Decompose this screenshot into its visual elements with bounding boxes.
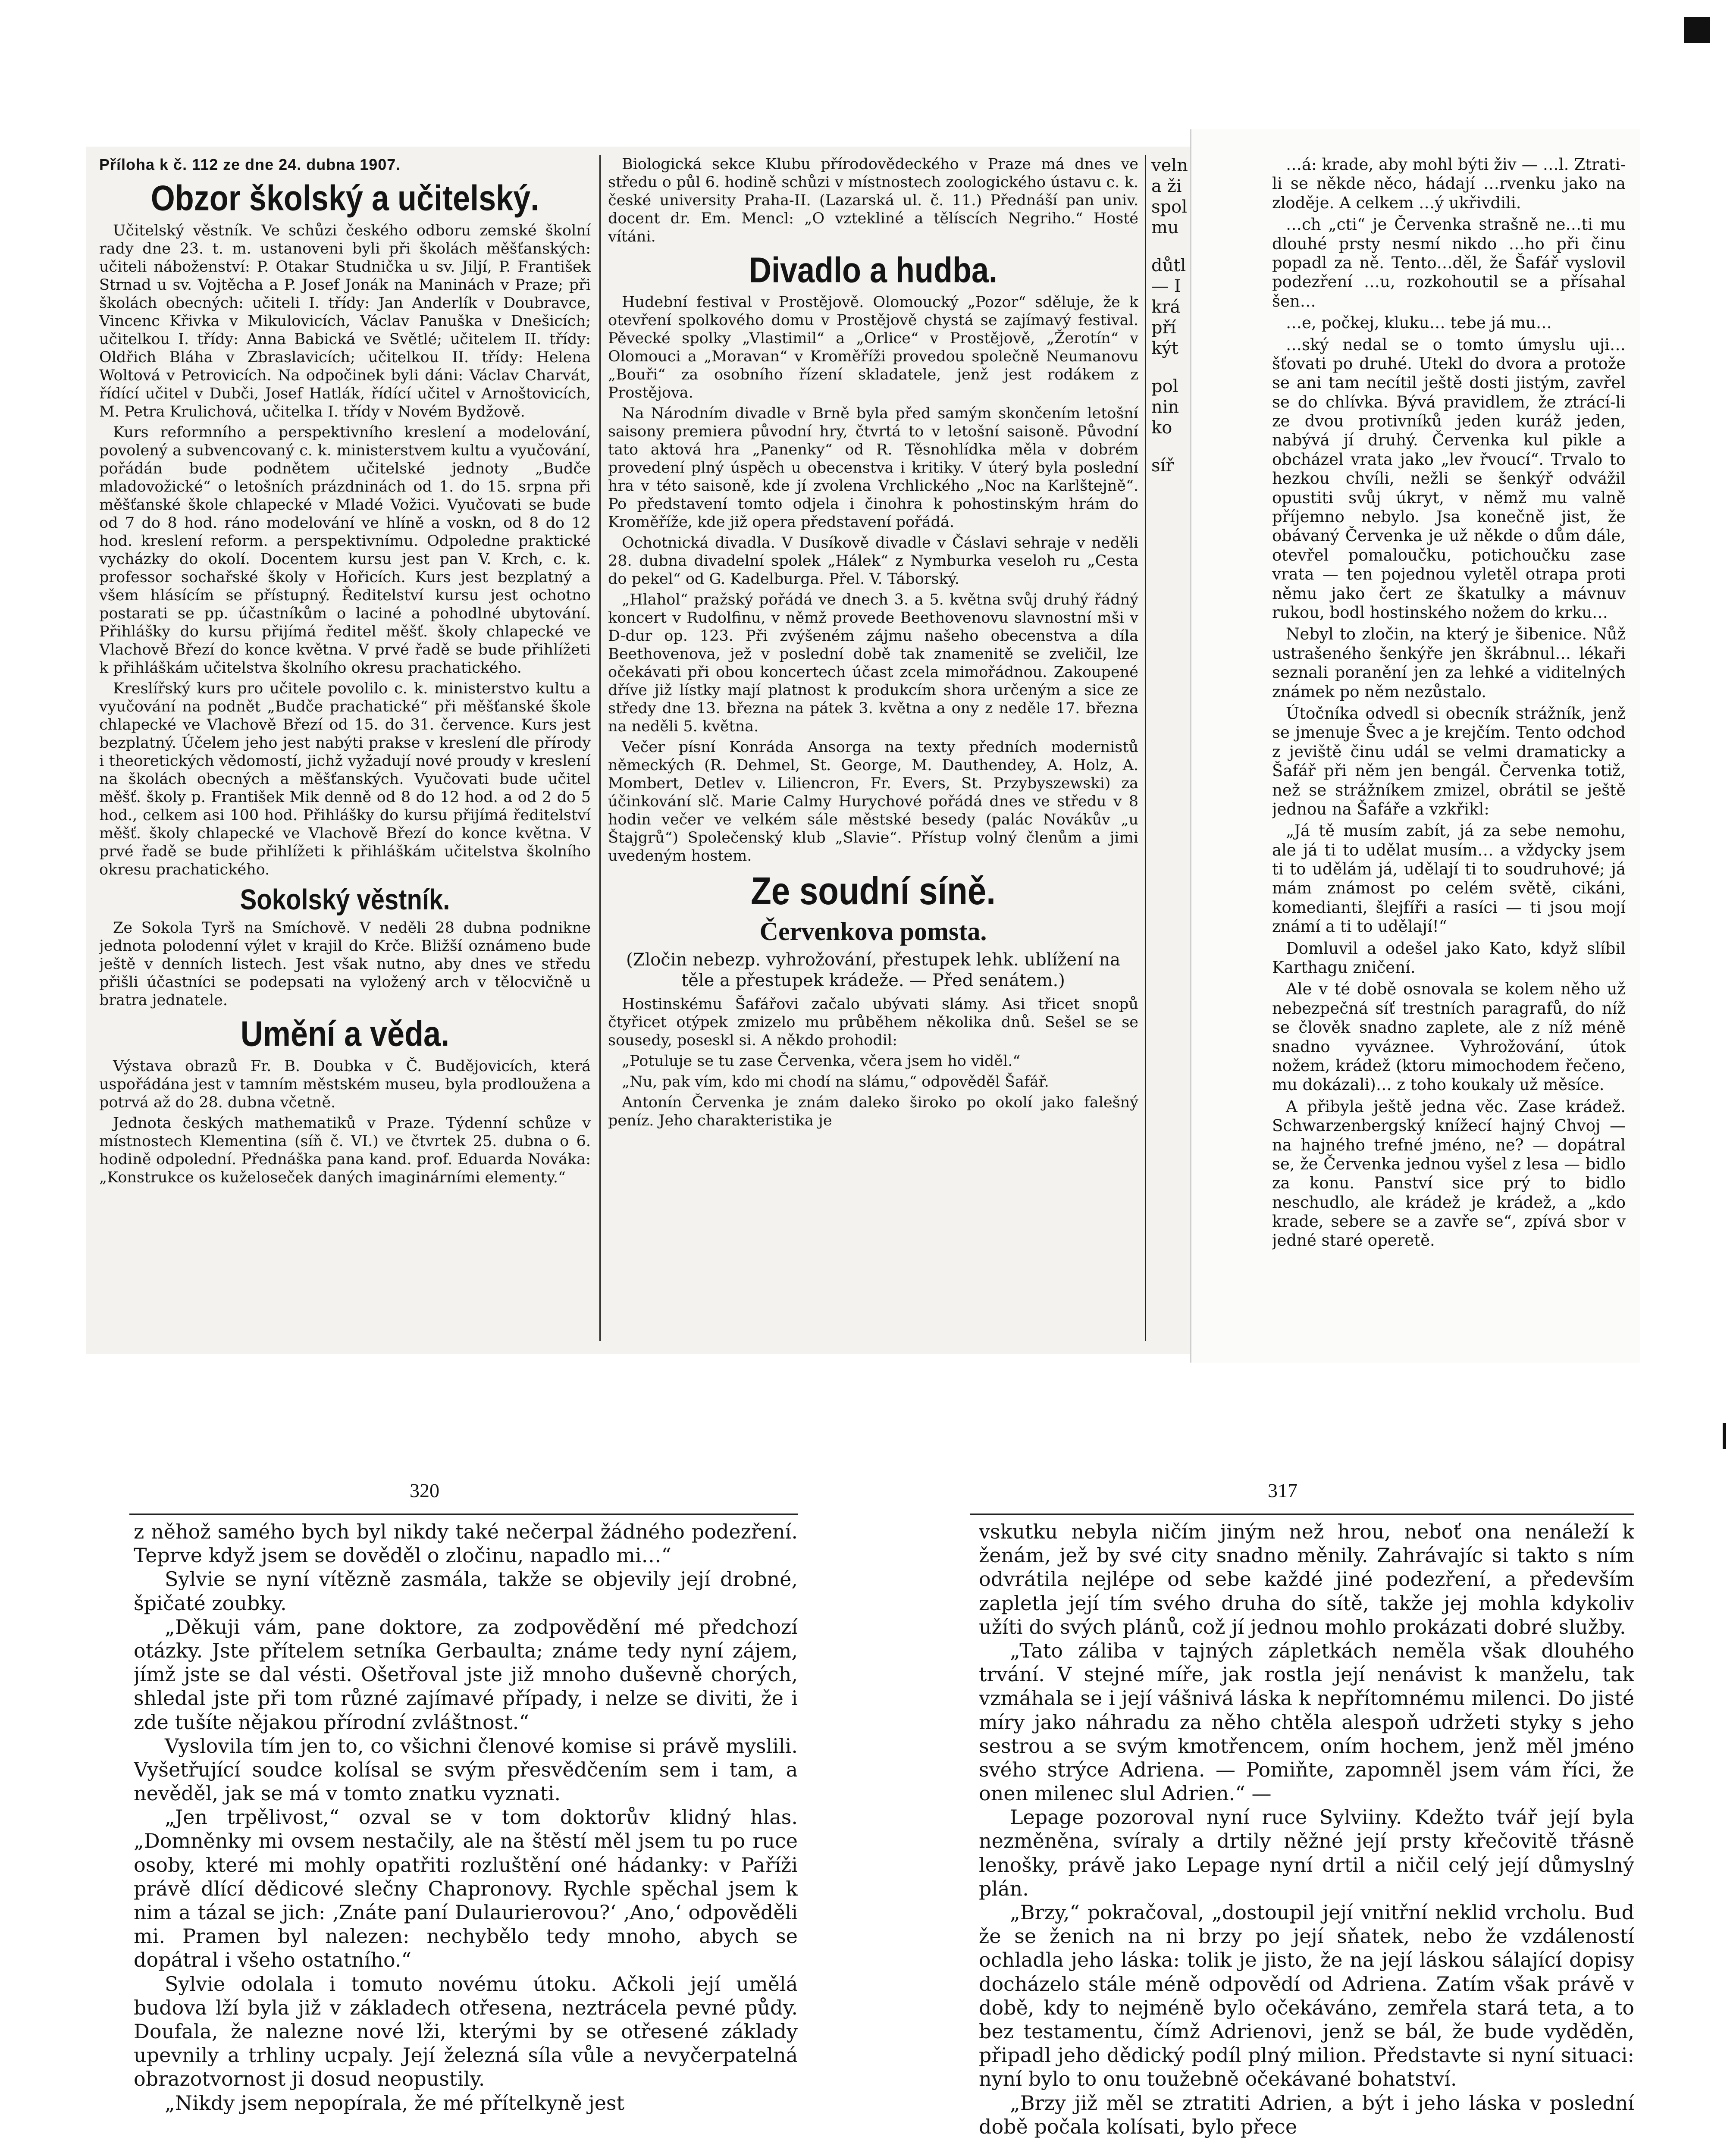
article-paragraph: Ochotnická divadla. V Dusíkově divadle v Čáslavi sehraje v neděli 28. dubna divadelní spolek „Hálek“ z Nymburka veseloh ru „Cesta do pekel“ od G. Kadelburga. Přel. V. Táborský.: [608, 534, 1138, 588]
fragment-word: ko: [1151, 418, 1172, 438]
fragment-word: a ži: [1151, 176, 1182, 196]
fragment-word: veln: [1151, 156, 1188, 175]
fragment-word: spol: [1151, 197, 1188, 217]
article-paragraph: „Nu, pak vím, kdo mi chodí na slámu,“ odpověděl Šafář.: [622, 1073, 1049, 1091]
corner-mark: [1684, 17, 1710, 43]
fragment-word: pří: [1151, 318, 1176, 338]
section-title-obzor: Obzor školský a učitelský.: [150, 179, 539, 219]
charges-line: (Zločin nebezp. vyhrožování, přestupek lehk. ublížení na těle a přestupek krádeže. — Před senátem.): [626, 950, 1120, 990]
book-paragraph: „Nikdy jsem nepopírala, že mé přítelkyně jest: [165, 2091, 625, 2115]
fragment-word: nin: [1151, 397, 1179, 417]
page-number-right: 317: [1268, 1479, 1298, 1501]
book-paragraph: Sylvie se nyní vítězně zasmála, takže se objevily její drobné, špičaté zoubky.: [134, 1567, 798, 1615]
book-paragraph: Vyslovila tím jen to, co všichni členové komise si právě myslili. Vyšetřující soudce kolísal se svým přesvědčením sem i tam, a nevěděl, jak se má v tomto znatku vyznati.: [134, 1734, 798, 1805]
section-title-sokol: Sokolský věstník.: [240, 883, 450, 916]
book-page-left: [134, 1520, 798, 2156]
book-paragraph: „Brzy,“ pokračoval, „dostoupil její vnitřní neklid vrcholu. Buď že se ženich na ni brzy po její sňatek, nebo že vzdáleností ochladla jeho láska: tolik je jisto, že na její láskou sálající dopisy docházelo stále méně odpovědí od Adriena. Zatím však právě v době, kdy to nejméně bylo očekáváno, zemřela stará teta, a to bez testamentu, čímž Adrienovi, jenž se bál, že bude vyděděn, připadl jeho dědický podíl plný milion. Představte si nyní situaci: nyní bylo to onu toužebně očekávané bohatství.: [979, 1901, 1634, 2091]
article-paragraph: Antonín Červenka je znám daleko široko po okolí jako falešný peníz. Jeho charakteristika je: [608, 1094, 1138, 1129]
book-paragraph: Sylvie odolala i tomuto novému útoku. Ačkoli její umělá budova lží byla již v základech otřesena, neztrácela pevné půdy. Doufala, že nalezne nové lži, kterými by se otřesené základy upevnily a trhliny ucpaly. Její železná síla vůle a nevyčerpatelná obrazotvornost ji dosud neopustily.: [134, 1972, 798, 2091]
fragment-word: — I: [1151, 276, 1181, 296]
section-title-divadlo: Divadlo a hudba.: [749, 250, 998, 290]
article-paragraph: „Potuluje se tu zase Červenka, včera jsem ho viděl.“: [622, 1052, 1021, 1070]
article-paragraph: Výstava obrazů Fr. B. Doubka v Č. Budějovicích, která uspořádána jest v tamním městském museu, byla prodloužena a potrvá až do 28. dubna včetně.: [99, 1057, 591, 1111]
article-paragraph: …á: krade, aby mohl býti živ — …l. Ztrati-li se někde něco, hádají …rvenku jako na zloděje. A celkem …ý ukřivdili.: [1272, 155, 1626, 212]
fragment-word: pol: [1151, 376, 1178, 396]
article-paragraph: Biologická sekce Klubu přírodovědeckého v Praze má dnes ve středu o půl 6. hodině schůzi v místnostech zoologického ústavu c. k. české university Praha-II. (Lazarská ul. č. 11.) Přednáší pan univ. docent dr. Em. Mencl: „O vztekliné a tělíscích Negriho.“ Hosté vítáni.: [608, 156, 1138, 245]
article-paragraph: Domluvil a odešel jako Kato, když slíbil Karthagu zničení.: [1272, 939, 1626, 977]
article-paragraph: „Hlahol“ pražský pořádá ve dnech 3. a 5. května svůj druhý řádný koncert v Rudolfinu, v němž provede Beethovenovu slavnostní mši v D-dur op. 123. Při zvýšeném zájmu našeho obecenstva a díla Beethovenova, jež v poslední době tak znamenitě se zveličil, lze očekávati při obou koncertech účast zcela mimořádnou. Zakoupené dříve již lístky mají platnost k produkcím shora určeným a sice ze středy dne 13. března na pátek 3. května a ony z neděle 17. března na neděli 5. května.: [608, 591, 1138, 736]
newspaper-left-column: [99, 155, 591, 1341]
newspaper-middle-column: [608, 155, 1138, 1341]
article-paragraph: Útočníka odvedl si obecník strážník, jenž se jmenuje Švec a je krejčím. Tento odchod z jeviště činu udál se velmi dramaticky a Šafář při něm jen bengál. Červenka totiž, než se strážníkem zmizel, obrátil se ještě jednou na Šafáře a vzkřikl:: [1272, 704, 1626, 818]
column-divider: [599, 155, 601, 1341]
newspaper-header: Příloha k č. 112 ze dne 24. dubna 1907.: [99, 156, 401, 173]
book-page-right: [979, 1520, 1634, 2156]
book-paragraph: „Děkuji vám, pane doktore, za zodpovědění mé předchozí otázky. Jste přítelem setníka Gerbaulta; známe tedy nyní zájem, jímž jste se dal vésti. Ošetřoval jste již mnoho duševně chorých, shledal jste při tom různé zajímavé případy, i nelze se diviti, že i zde tušíte nějakou přírodní zvláštnost.“: [134, 1615, 798, 1734]
article-paragraph: „Já tě musím zabít, já za sebe nemohu, ale já ti to udělat musím… a vždycky jsem ti to udělám já, udělají ti to soudruhové; já mám známost po celém světě, cikáni, komedianti, šlejfíři a rasíci — ti jsou mojí známí a ti to udělají!“: [1272, 821, 1626, 936]
article-paragraph: Jednota českých mathematiků v Praze. Týdenní schůze v místnostech Klementina (síň č. VI.) ve čtvrtek 25. dubna o 6. hodině odpolední. Přednáška pana kand. prof. Eduarda Nováka: „Konstrukce os kuželoseček daných imaginárními elementy.“: [99, 1114, 591, 1186]
article-paragraph: Kurs reformního a perspektivního kreslení a modelování, povolený a subvencovaný c. k. ministerstvem kultu a vyučování, pořádán bude podnětem učitelské jednoty „Budče mladovožické“ o letošních prázdninách od 1. do 15. srpna při měšťanské škole chlapecké v Mladé Vožici. Vyučovati se bude od 7 do 8 hod. ráno modelování ve hlíně a voskn, od 8 do 12 hod. kreslení reform. a perspektivnímu. Odpoledne praktické vycházky do okolí. Docentem kursu jest pan V. Krch, c. k. professor sochařské školy v Hořicích. Kurs jest bezplatný a všem hlásícím se přístupný. Ředitelství kursu jest ochotno postarati se pp. účastníkům o laciné a pohodlné ubytování. Přihlášky do kursu přijímá ředitel měšť. školy chlapecké ve Vlachově Březí do konce května. V prvé řadě se bude přihlížeti k přihláškám učitelstva školního okresu prachatického.: [99, 423, 591, 677]
book-paragraph: „Jen trpělivost,“ ozval se v tom doktorův klidný hlas. „Domněnky mi ovsem nestačily, ale na štěstí měl jsem tu po ruce osoby, které mi mohly opatřiti rozluštění oné hádanky: v Paříži právě dlící dědicové slečny Chapronovy. Rychle spěchal jsem k nim a tázal se jich: ‚Znáte paní Dulaurierovou?‘ ‚Ano,‘ odpověděli mi. Pramen byl nalezen: nechybělo tedy mnoho, abych se dopátral i všeho ostatního.“: [134, 1805, 798, 1972]
article-paragraph: …e, počkej, kluku… tebe já mu…: [1286, 313, 1552, 332]
book-paragraph: „Tato záliba v tajných zápletkách neměla však dlouhého trvání. V stejné míře, jak rostla její nenávist k manželu, tak vzmáhala se i její vášnivá láska k nepřítomnému milenci. Do jisté míry jako náhradu za něho chtěla alespoň udržeti styky s jeho sestrou a se svým kmotřencem, oním hochem, jenž měl jméno svého strýce Adriena. — Pomiňte, zapomněl jsem vám říci, že onen milenec slul Adrien.“ —: [979, 1639, 1634, 1805]
column-divider: [1145, 155, 1146, 1341]
book-paragraph: z něhož samého bych byl nikdy také nečerpal žádného podezření. Teprve když jsem se dověděl o zločinu, napadlo mi…“: [134, 1520, 798, 1567]
article-subtitle: Červenkova pomsta.: [759, 917, 987, 946]
page-number-left: 320: [410, 1479, 439, 1501]
book-paragraph: Lepage pozoroval nyní ruce Sylviiny. Kdežto tvář její byla nezměněna, svíraly a drtily něžné její prsty křečovitě třásně lenošky, právě jako Lepage nyní drtil a ničil celý její důmyslný plán.: [979, 1805, 1634, 1900]
article-paragraph: Ze Sokola Tyrš na Smíchově. V neděli 28 dubna podnikne jednota polodenní výlet v krajil do Krče. Bližší oznámeno bude ještě v denních listech. Jest však nutno, aby dnes ve středu přišli účastníci se podepsati na vyložený arch v tělocvičně u bratra jednatele.: [99, 919, 591, 1009]
section-title-umeni: Umění a věda.: [240, 1014, 450, 1054]
article-paragraph: Ale v té době osnovala se kolem něho už nebezpečná síť trestních paragrafů, do níž se člověk snadno zaplete, ale z níž méně snadno vyváznee. Vyhrožování, útok nožem, krádež (ktoru mimochodem řečeno, mu dokázali)… z toho koukaly už měsíce.: [1272, 980, 1626, 1094]
article-paragraph: Na Národním divadle v Brně byla před samým skončením letošní saisony premiera původní hry, čtvrtá to v letošní saisoně. Původní tato aktová hra „Panenky“ od R. Těsnohlídka měla v dobrém provedení plný úspěch u obecenstva i kritiky. V úterý byla poslední hra v této saisoně, kde jí zvolena Vrchlického „Noc na Karlštejně“. Po představení tomto odjela i činohra k pohostinským hrám do Kroměříže, kde již opera představení pořádá.: [608, 405, 1138, 531]
article-paragraph: …ský nedal se o tomto úmyslu uji… šťovati po druhé. Utekl do dvora a protože se ani tam necítil ještě dosti jistým, zavřel se do chlívka. Bývá pravidlem, že ztrácí-li ze dvou protivníků jeden kuráž jeden, nabývá jí druhý. Červenka kul pikle a obcházel vrata jako „lev řvoucí“. Trvalo to hezkou chvíli, nežli se šenkýř odvážil opustiti svůj úkryt, v němž mu valně příjemno nebylo. Jsa konečně jist, že obávaný Červenka je už někde o dům dále, otevřel pomaloučku, potichoučku zase vrata — ten pojednou vyletěl otrapa proti němu jako čert ze škatulky a mávnuv rukou, bodl hostinského nožem do krku…: [1272, 335, 1626, 622]
article-paragraph: Nebyl to zločin, na který je šibenice. Nůž ustrašeného šenkýře jen škrábnul… lékaři seznali poranění jen za lehké a viditelných známek po něm nezůstalo.: [1272, 625, 1626, 701]
fragment-word: síř: [1151, 456, 1174, 476]
fragment-word: mu: [1151, 218, 1179, 238]
newspaper-right-column: [1272, 155, 1626, 1341]
article-paragraph: Učitelský věstník. Ve schůzi českého odboru zemské školní rady dne 23. t. m. ustanoveni byli při školách měšťanských: učiteli náboženství: P. Otakar Studnička u sv. Jiljí, P. František Strnad u sv. Vojtěcha a P. Josef Jonák na Maninách v Praze; při školách obecných: učiteli I. třídy: Jan Anderlík v Doubravce, Vincenc Křivka v Mikulovicích, Václav Panuška v Dnešicích; učitelkou I. třídy: Anna Babická ve Světlé; učitelem II. třídy: Oldřich Bláha v Zbraslavicích; učitelkou II. třídy: Helena Woltová v Petrovicích. Na odpočinek byli dáni: Václav Charvát, řídící učitel v Dubči, Josef Hatlák, řídící učitel v Arnoštovicích, M. Petra Krulichová, učitelka I. třídy v Novém Bydžově.: [99, 222, 591, 420]
article-paragraph: …ch „cti“ je Červenka strašně ne…ti mu dlouhé prsty nesmí nikdo …ho při činu popadl za ně. Tento…děl, že Šafář vyslovil podezření …u, rozkohoutil se a přísahal šen…: [1272, 215, 1626, 310]
article-paragraph: Hudební festival v Prostějově. Olomoucký „Pozor“ sděluje, že k otevření spolkového domu v Prostějově chystá se zajímavý festival. Pěvecké spolky „Vlastimil“ a „Orlice“ v Prostějově, „Žerotín“ v Olomouci a „Moravan“ v Kroměříži provedou společně Neumanovu „Bouři“ za osobního řízení skladatele, jenž jest rodákem z Prostějova.: [608, 294, 1138, 402]
fragment-word: kýt: [1151, 338, 1178, 358]
page-top-rule: [129, 1514, 798, 1515]
fragment-word: krá: [1151, 297, 1181, 317]
page-top-rule: [970, 1514, 1634, 1515]
article-paragraph: Večer písní Konráda Ansorga na texty předních modernistů německých (R. Dehmel, St. George, M. Dauthendey, A. Holz, A. Mombert, Detlev v. Liliencron, Fr. Evers, St. Przybyszewski) za účinkování slč. Marie Calmy Hurychové pořádá dnes ve středu v 8 hodin večer ve velkém sále městské besedy (palác Novákův „u Štajgrů“) Společenský klub „Slavie“. Přístup volný členům a jimi uvedeným hostem.: [608, 739, 1138, 865]
section-title-soud: Ze soudní síně.: [751, 869, 996, 913]
corner-mark: [1723, 1423, 1726, 1449]
article-paragraph: A přibyla ještě jedna věc. Zase krádež. Schwarzenbergský knížecí hajný Chvoj — na hajného trefné jméno, ne? — dopátral se, že Červenka jednou vyšel z lesa — bidlo za konu. Panství sice prý to bidlo neschudlo, ale krádež je krádež, a „kdo krade, sebere se a zavře se“, zpívá sbor v jedné staré operetě.: [1272, 1097, 1626, 1250]
book-paragraph: „Brzy již měl se ztratiti Adrien, a být i jeho láska v poslední době počala kolísati, bylo přece: [979, 2091, 1634, 2138]
article-paragraph: Hostinskému Šafářovi začalo ubývati slámy. Asi třicet snopů čtyřicet otýpek zmizelo mu průběhem několika dnů. Sešel se se sousedy, poseskl si. A někdo prohodil:: [608, 995, 1138, 1049]
fragment-word: důtl: [1151, 256, 1186, 276]
article-paragraph: Kreslířský kurs pro učitele povolilo c. k. ministerstvo kultu a vyučování na podnět „Budče prachatické“ při měšťanské škole chlapecké ve Vlachově Březí od 15. do 31. července. Kurs jest bezplatný. Účelem jeho jest nabýti prakse v kreslení dle přírody i theoretických vědomostí, jichž vyžadují nové proudy v kreslení na školách obecných a měšťanských. Vyučovati bude učitel měšť. školy p. František Mik denně od 8 do 12 hod. a od 2 do 5 hod., celkem asi 100 hod. Přihlášky do kursu přijímá ředitelství měšť. školy chlapecké ve Vlachově Březí do konce května. V prvé řadě se bude přihlížeti k přihláškám učitelstva školního okresu prachatického.: [99, 680, 591, 878]
book-paragraph: vskutku nebyla ničím jiným než hrou, neboť ona nenáleží k ženám, jež by své city snadno měnily. Zahrávajíc si takto s ním odvrátila nejlépe od sebe každé jiné podezření, a především zapletla její tím svého druha do sítě, takže jej mohla kdykoliv užíti do svých plánů, což jí jednou mohlo prokázati dobré služby.: [979, 1520, 1634, 1639]
